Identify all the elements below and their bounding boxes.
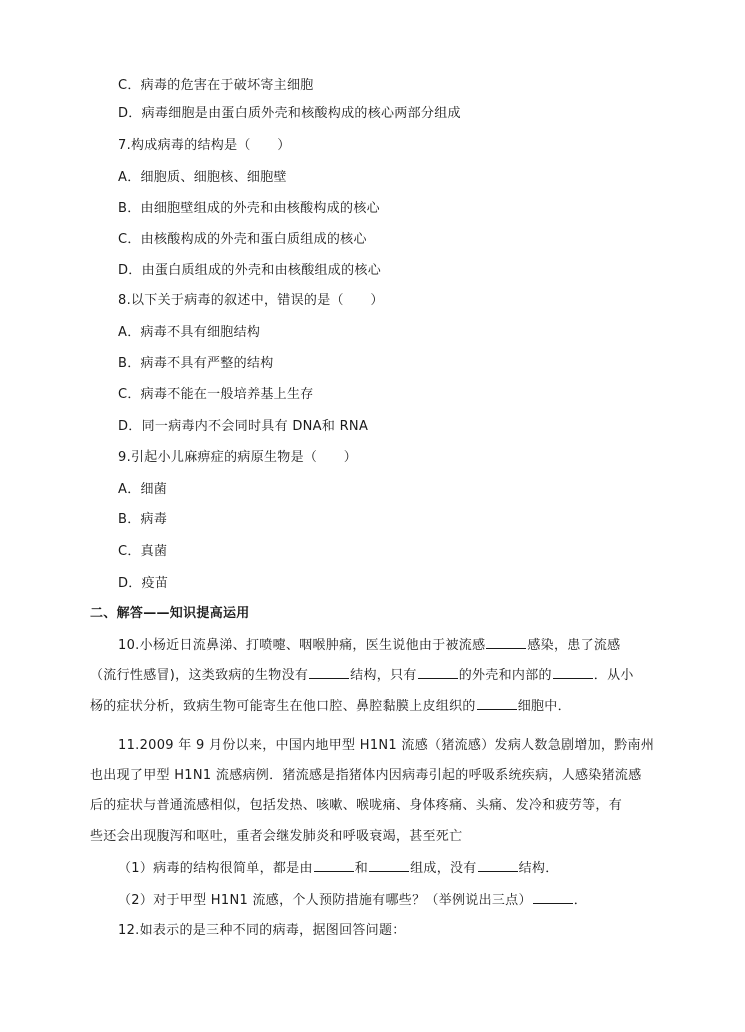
q11-text: 和 bbox=[354, 861, 369, 876]
answer-blank[interactable] bbox=[369, 859, 409, 872]
answer-blank[interactable] bbox=[553, 666, 593, 679]
q11-text: （1）病毒的结构很简单，都是由 bbox=[118, 861, 313, 876]
answer-blank[interactable] bbox=[486, 636, 526, 649]
q10-text: 感染，患了流感 bbox=[527, 638, 621, 653]
answer-blank[interactable] bbox=[314, 859, 354, 872]
q11-line-2: 也出现了甲型 H1N1 流感病例．猪流感是指猪体内因病毒引起的呼吸系统疾病，人感染猪流感 bbox=[90, 768, 642, 783]
q7-option-b: B．由细胞壁组成的外壳和由核酸构成的核心 bbox=[118, 201, 380, 216]
q8-option-a: A．病毒不具有细胞结构 bbox=[118, 325, 261, 340]
q10-text: 10.小杨近日流鼻涕、打喷嚏、咽喉肿痛，医生说他由于被流感 bbox=[118, 638, 486, 653]
q9-option-b: B．病毒 bbox=[118, 512, 168, 527]
q11-text: 结构． bbox=[518, 861, 559, 876]
q10-text: 杨的症状分析，致病生物可能寄生在他口腔、鼻腔黏膜上皮组织的 bbox=[90, 699, 476, 714]
answer-blank[interactable] bbox=[418, 666, 458, 679]
q12-stem: 12.如表示的是三种不同的病毒，据图回答问题： bbox=[118, 923, 406, 938]
q7-stem: 7.构成病毒的结构是（ ） bbox=[118, 138, 291, 153]
q9-option-d: D．疫苗 bbox=[118, 576, 169, 591]
q11-sub-2 bbox=[118, 891, 587, 910]
q10-text: 的外壳和内部的 bbox=[458, 668, 552, 683]
answer-blank[interactable] bbox=[477, 697, 517, 710]
q10-text: 结构，只有 bbox=[350, 668, 417, 683]
q10-text: ．从小 bbox=[593, 668, 634, 683]
q10-text: 细胞中． bbox=[517, 699, 571, 714]
q7-option-d: D．由蛋白质组成的外壳和由核酸组成的核心 bbox=[118, 263, 382, 278]
q10-text: （流行性感冒)，这类致病的生物没有 bbox=[90, 668, 309, 683]
q9-option-a: A．细菌 bbox=[118, 482, 168, 497]
q11-line-3: 后的症状与普通流感相似，包括发热、咳嗽、喉咙痛、身体疼痛、头痛、发冷和疲劳等，有 bbox=[90, 798, 623, 813]
q11-line-4: 些还会出现腹泻和呕吐，重者会继发肺炎和呼吸衰竭，甚至死亡 bbox=[90, 829, 463, 844]
answer-blank[interactable] bbox=[478, 859, 518, 872]
q11-sub-1 bbox=[118, 859, 559, 878]
q11-text: （2）对于甲型 H1N1 流感，个人预防措施有哪些？（举例说出三点） bbox=[118, 893, 532, 908]
q10-line-1 bbox=[118, 636, 620, 655]
q7-option-c: C．由核酸构成的外壳和蛋白质组成的核心 bbox=[118, 232, 367, 247]
q6-option-d: D．病毒细胞是由蛋白质外壳和核酸构成的核心两部分组成 bbox=[118, 106, 461, 121]
q7-option-a: A．细胞质、细胞核、细胞壁 bbox=[118, 170, 287, 185]
q8-option-c: C．病毒不能在一般培养基上生存 bbox=[118, 387, 314, 402]
q9-stem: 9.引起小儿麻痹症的病原生物是（ ） bbox=[118, 450, 358, 465]
q6-option-c: C．病毒的危害在于破坏寄主细胞 bbox=[118, 78, 314, 93]
q11-text: ． bbox=[573, 893, 588, 908]
q8-option-d: D．同一病毒内不会同时具有 DNA和 RNA bbox=[118, 419, 369, 434]
answer-blank[interactable] bbox=[309, 666, 349, 679]
q10-line-3 bbox=[90, 697, 660, 716]
section-heading: 二、解答——知识提高运用 bbox=[90, 606, 250, 621]
q8-option-b: B．病毒不具有严整的结构 bbox=[118, 356, 274, 371]
answer-blank[interactable] bbox=[533, 891, 573, 904]
q8-stem: 8.以下关于病毒的叙述中，错误的是（ ） bbox=[118, 293, 384, 308]
q11-text: 组成，没有 bbox=[410, 861, 477, 876]
q9-option-c: C．真菌 bbox=[118, 544, 168, 559]
q11-line-1: 11.2009 年 9 月份以来，中国内地甲型 H1N1 流感（猪流感）发病人数急剧增加，黔南州 bbox=[118, 738, 655, 753]
q10-line-2 bbox=[90, 666, 660, 685]
